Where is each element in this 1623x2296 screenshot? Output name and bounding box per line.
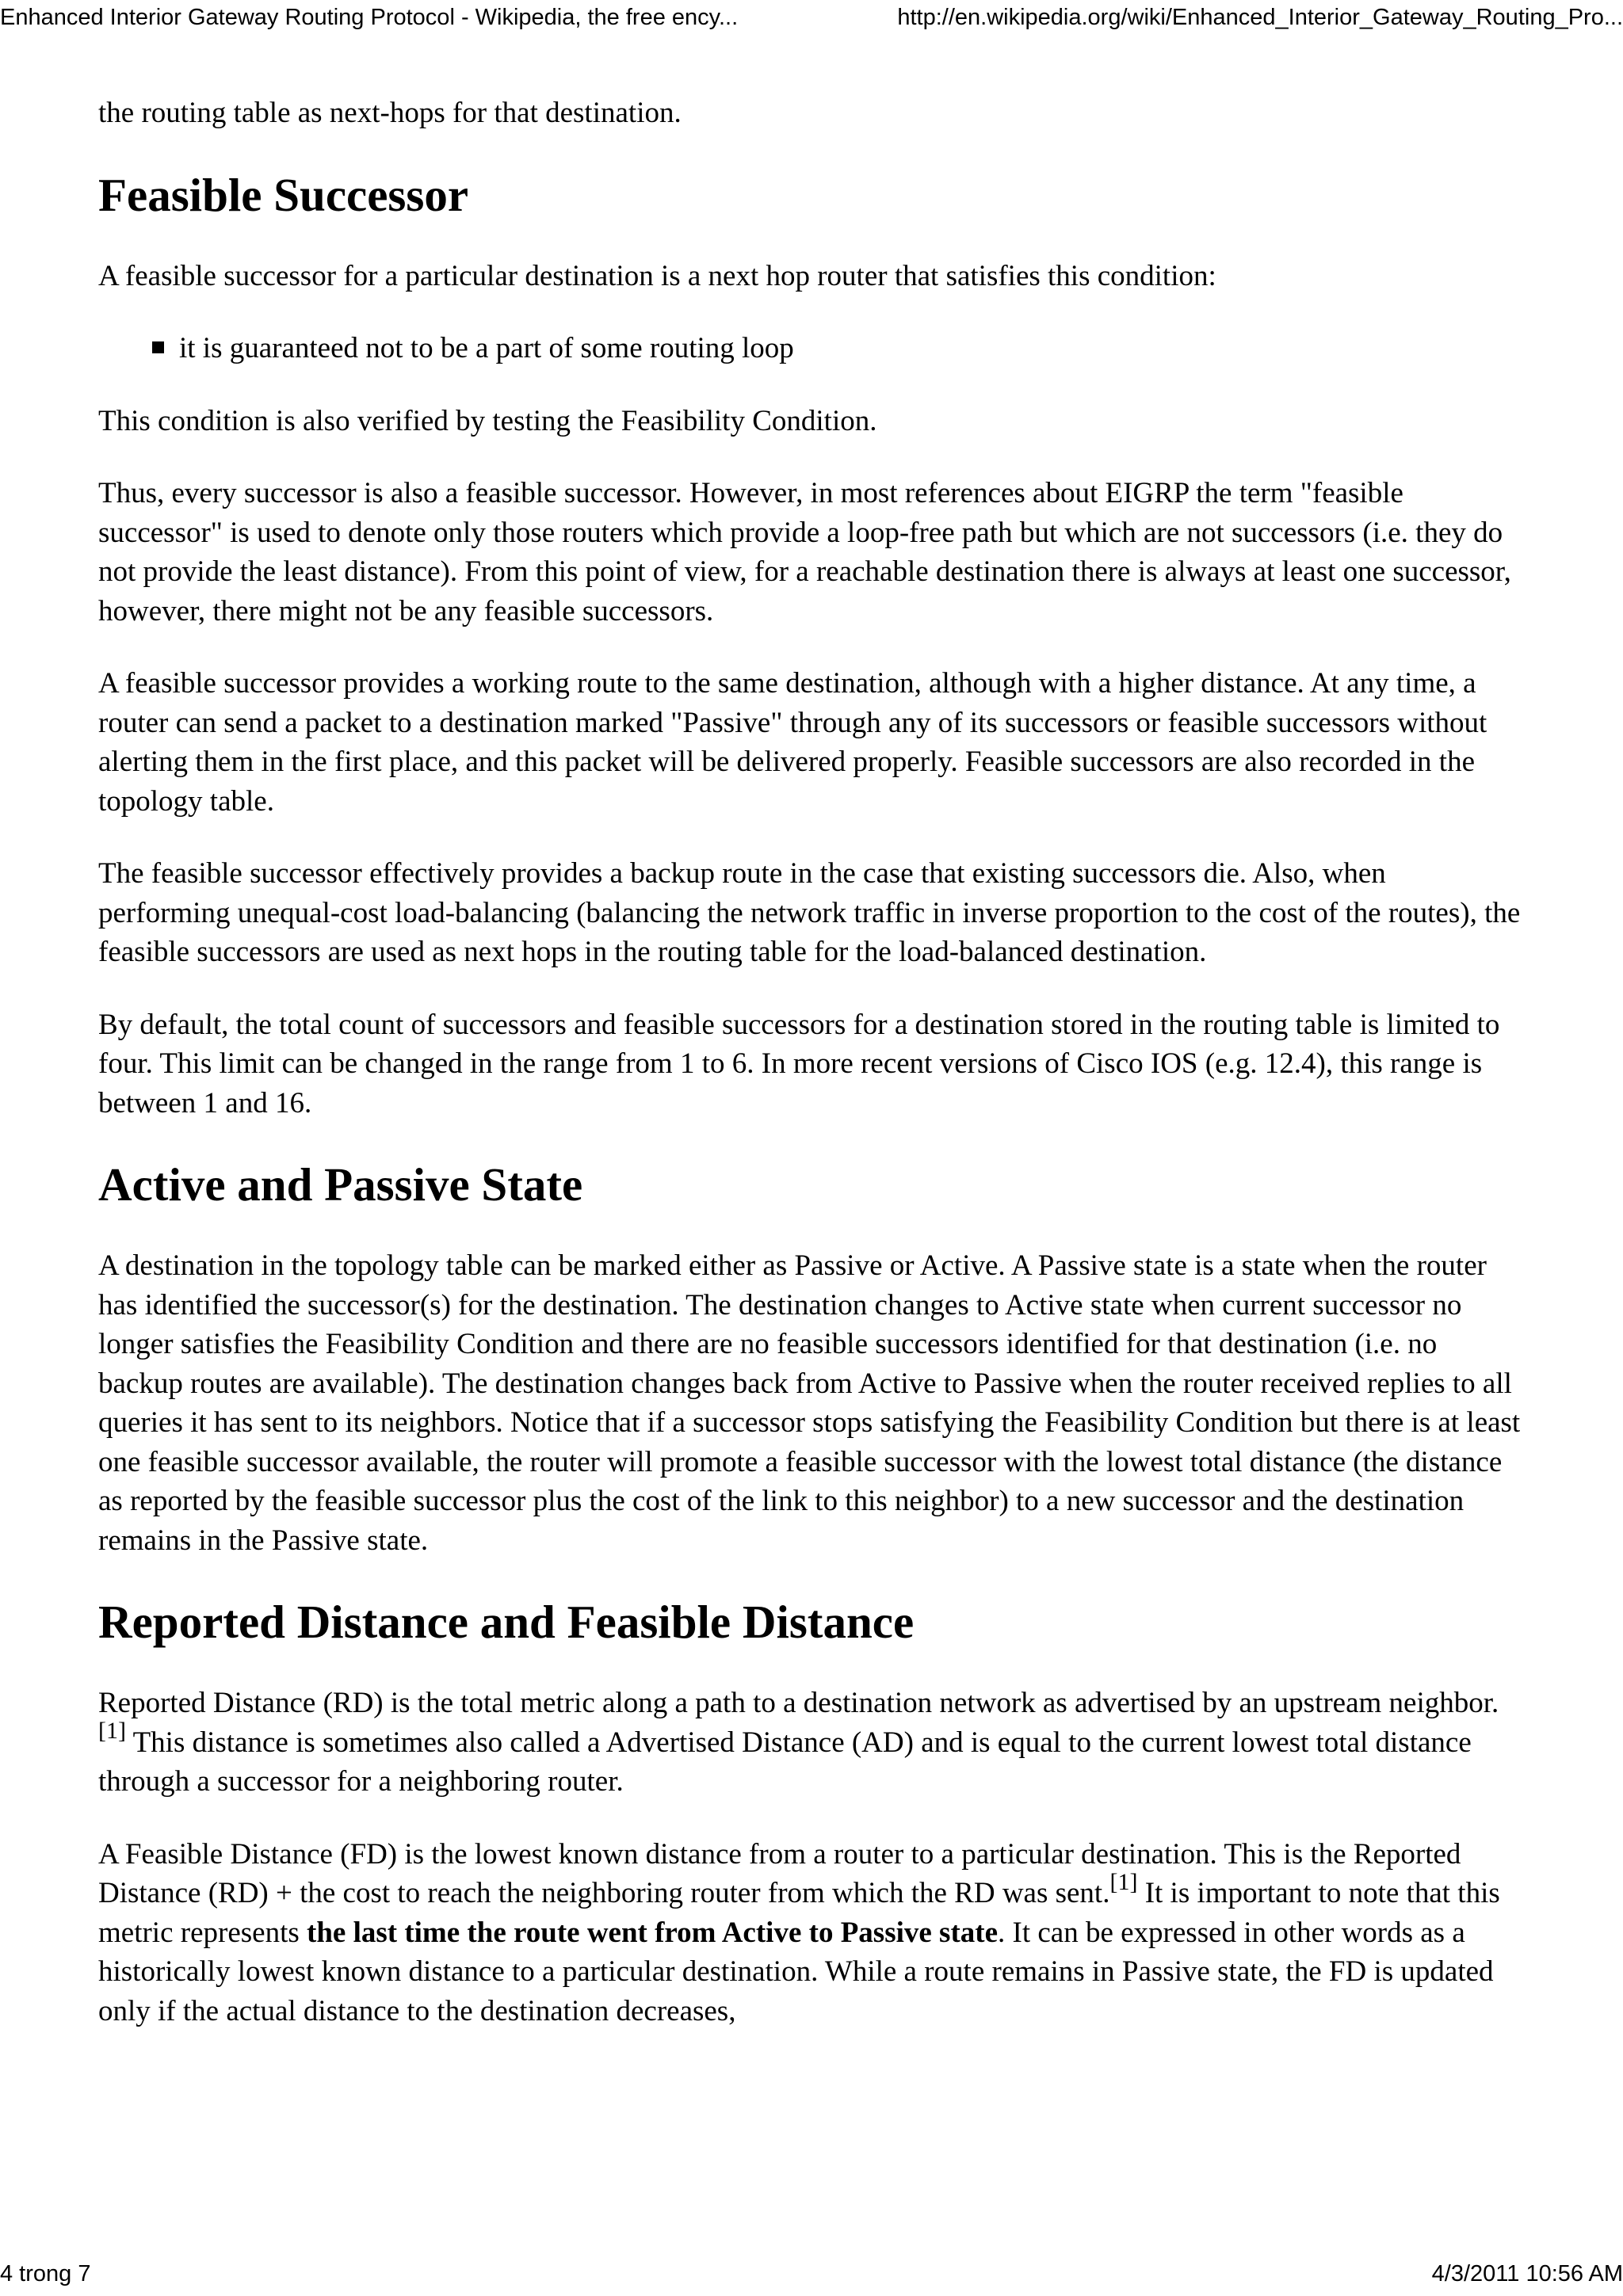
paragraph: [98, 1684, 1525, 1802]
paragraph-text: This distance is sometimes also called a Advertised Distance (AD) and is equal to the current lowest total distance through a successor for a neighboring router.: [98, 1726, 1472, 1798]
paragraph: The feasible successor effectively provides a backup route in the case that existing successors die. Also, when performing unequal-cost load-balancing (balancing the network traffic in inverse proportion to the cost of the routes), the feasible successors are used as next hops in the routing table for the load-balanced destination.: [98, 857, 1521, 968]
page-url: http://en.wikipedia.org/wiki/Enhanced_Interior_Gateway_Routing_Pro...: [897, 5, 1623, 30]
paragraph-text: It is important to note that this metric represents: [98, 1877, 1500, 1949]
heading-feasible-successor: Feasible Successor: [98, 168, 469, 221]
citation-link[interactable]: [1]: [98, 1718, 126, 1745]
print-footer: [0, 2258, 1623, 2290]
bullet-list: [98, 329, 1525, 368]
article-body: [98, 93, 1525, 2064]
paragraph: A feasible successor for a particular destination is a next hop router that satisfies this condition:: [98, 259, 1216, 292]
paragraph: [98, 1835, 1525, 2031]
page-title: Enhanced Interior Gateway Routing Protocol - Wikipedia, the free ency...: [0, 5, 739, 30]
paragraph-text: Reported Distance (RD) is the total metric along a path to a destination network as advertised by an upstream neighbor.: [98, 1687, 1499, 1719]
intro-fragment: the routing table as next-hops for that destination.: [98, 97, 682, 129]
list-item: it is guaranteed not to be a part of some routing loop: [179, 329, 1525, 368]
paragraph: This condition is also verified by testing the Feasibility Condition.: [98, 404, 877, 437]
bold-text: the last time the route went from Active to Passive state: [307, 1916, 999, 1949]
page-counter: 4 trong 7: [0, 2261, 91, 2286]
paragraph: By default, the total count of successors and feasible successors for a destination stored in the routing table is limited to four. This limit can be changed in the range from 1 to 6. In more recent versions of Cisco IOS (e.g. 12.4), this range is between 1 and 16.: [98, 1008, 1500, 1119]
heading-reported-feasible-distance: Reported Distance and Feasible Distance: [98, 1596, 915, 1648]
paragraph-text: A Feasible Distance (FD) is the lowest known distance from a router to a particular destination. This is the Reported Distance (RD) + the cost to reach the neighboring router from which the RD was sent.: [98, 1837, 1461, 1909]
paragraph: A feasible successor provides a working route to the same destination, although with a higher distance. At any time, a router can send a packet to a destination marked "Passive" through any of its successors or feasible successors without alerting them in the first place, and this packet will be delivered properly. Feasible successors are also recorded in the topology table.: [98, 667, 1487, 818]
print-header: [0, 2, 1623, 33]
paragraph: A destination in the topology table can be marked either as Passive or Active. A Passive state is a state when the router has identified the successor(s) for the destination. The destination changes to Active state when current successor no longer satisfies the Feasibility Condition and there are no feasible successors identified for that destination (i.e. no backup routes are available). The destination changes back from Active to Passive when the router received replies to all queries it has sent to its neighbors. Notice that if a successor stops satisfying the Feasibility Condition but there is at least one feasible successor available, the router will promote a feasible successor with the lowest total distance (the distance as reported by the feasible successor plus the cost of the link to this neighbor) to a new successor and the destination remains in the Passive state.: [98, 1249, 1521, 1557]
paragraph-text: . It can be expressed in other words as a historically lowest known distance to a particular destination. While a route remains in Passive state, the FD is updated only if the actual distance to the destination decreases,: [98, 1916, 1494, 2027]
heading-active-passive-state: Active and Passive State: [98, 1158, 583, 1211]
print-timestamp: 4/3/2011 10:56 AM: [1431, 2261, 1623, 2286]
citation-link[interactable]: [1]: [1109, 1868, 1138, 1895]
paragraph: Thus, every successor is also a feasible successor. However, in most references about EIGRP the term "feasible successor" is used to denote only those routers which provide a loop-free path but which are not successors (i.e. they do not provide the least distance). From this point of view, for a reachable destination there is always at least one successor, however, there might not be any feasible successors.: [98, 477, 1511, 627]
